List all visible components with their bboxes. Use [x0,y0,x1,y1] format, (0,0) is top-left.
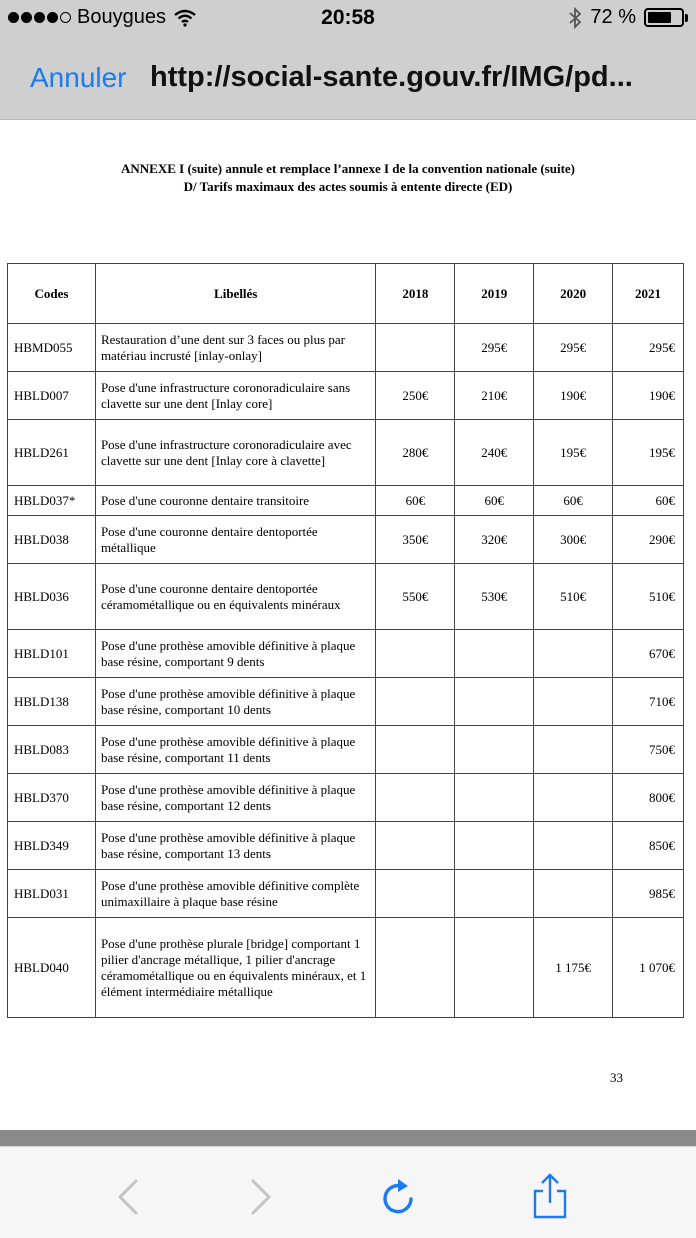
price-2018-cell [376,630,455,678]
table-row [8,372,684,420]
status-time: 20:58 [321,6,375,29]
code-cell: HBLD083 [8,726,96,774]
label-cell: Pose d'une prothèse amovible définitive à plaque base résine, comportant 10 dents [95,678,376,726]
price-2021-cell: 510€ [613,564,684,630]
back-button[interactable] [108,1175,148,1219]
code-cell: HBLD038 [8,516,96,564]
price-2018-cell [376,774,455,822]
label-cell: Pose d'une prothèse amovible définitive complète unimaxillaire à plaque base résine [95,870,376,918]
status-bar [0,0,696,40]
label-cell: Pose d'une prothèse amovible définitive à plaque base résine, comportant 11 dents [95,726,376,774]
price-2018-cell: 60€ [376,486,455,516]
signal-strength-icon [8,12,71,23]
price-2021-cell: 295€ [613,324,684,372]
share-button[interactable] [530,1175,570,1219]
code-cell: HBLD101 [8,630,96,678]
price-2019-cell [455,822,534,870]
table-row [8,630,684,678]
tariffs-table [7,263,684,1018]
price-2020-cell [534,630,613,678]
code-cell: HBMD055 [8,324,96,372]
code-cell: HBLD037* [8,486,96,516]
reload-button[interactable] [379,1175,419,1219]
cancel-button[interactable]: Annuler [30,62,127,93]
label-cell: Pose d'une couronne dentaire dentoportée céramométallique ou en équivalents minéraux [95,564,376,630]
table-row [8,870,684,918]
table-row [8,486,684,516]
table-row [8,678,684,726]
price-2018-cell [376,870,455,918]
pdf-document[interactable] [0,121,696,1130]
price-2018-cell [376,918,455,1018]
table-row [8,324,684,372]
header-2020: 2020 [534,264,613,324]
document-title: ANNEXE I (suite) annule et remplace l’annexe I de la convention nationale (suite) [120,161,576,176]
price-2020-cell [534,870,613,918]
table-row [8,822,684,870]
code-cell: HBLD036 [8,564,96,630]
price-2018-cell [376,726,455,774]
price-2020-cell: 300€ [534,516,613,564]
wifi-icon [174,9,196,27]
code-cell: HBLD349 [8,822,96,870]
header-2021: 2021 [613,264,684,324]
share-icon [530,1173,570,1221]
price-2020-cell [534,726,613,774]
price-2020-cell: 60€ [534,486,613,516]
price-2019-cell [455,726,534,774]
table-row [8,516,684,564]
label-cell: Pose d'une couronne dentaire transitoire [95,486,376,516]
url-label: http://social-sante.gouv.fr/IMG/pd... [150,61,633,93]
table-row [8,918,684,1018]
code-cell: HBLD370 [8,774,96,822]
price-2020-cell: 295€ [534,324,613,372]
price-2019-cell: 320€ [455,516,534,564]
price-2021-cell: 190€ [613,372,684,420]
bottom-toolbar [0,1146,696,1238]
price-2021-cell: 750€ [613,726,684,774]
reload-icon [379,1175,419,1219]
battery-percent: 72 % [590,6,636,28]
table-row [8,726,684,774]
code-cell: HBLD040 [8,918,96,1018]
price-2020-cell: 1 175€ [534,918,613,1018]
price-2019-cell [455,774,534,822]
price-2020-cell: 190€ [534,372,613,420]
price-2021-cell: 985€ [613,870,684,918]
price-2021-cell: 290€ [613,516,684,564]
bluetooth-icon [568,7,582,29]
label-cell: Pose d'une prothèse amovible définitive à plaque base résine, comportant 13 dents [95,822,376,870]
price-2019-cell: 60€ [455,486,534,516]
price-2020-cell: 510€ [534,564,613,630]
label-cell: Pose d'une prothèse amovible définitive à plaque base résine, comportant 9 dents [95,630,376,678]
price-2021-cell: 710€ [613,678,684,726]
label-cell: Pose d'une infrastructure coronoradiculaire avec clavette sur une dent [Inlay core à clavette] [95,420,376,486]
price-2018-cell: 550€ [376,564,455,630]
document-subtitle: D/ Tarifs maximaux des actes soumis à entente directe (ED) [183,179,513,194]
price-2018-cell [376,678,455,726]
code-cell: HBLD138 [8,678,96,726]
table-row [8,774,684,822]
header-codes: Codes [8,264,96,324]
status-left [8,6,196,29]
toolbar-divider [0,1130,696,1146]
price-2020-cell [534,678,613,726]
price-2019-cell: 210€ [455,372,534,420]
code-cell: HBLD031 [8,870,96,918]
price-2020-cell [534,774,613,822]
label-cell: Pose d'une infrastructure coronoradiculaire sans clavette sur une dent [Inlay core] [95,372,376,420]
price-2019-cell: 240€ [455,420,534,486]
header-2019: 2019 [455,264,534,324]
price-2018-cell [376,822,455,870]
battery-icon [644,8,684,27]
price-2021-cell: 60€ [613,486,684,516]
price-2021-cell: 195€ [613,420,684,486]
price-2021-cell: 670€ [613,630,684,678]
forward-button[interactable] [241,1175,281,1219]
price-2019-cell [455,630,534,678]
price-2018-cell: 280€ [376,420,455,486]
price-2018-cell: 250€ [376,372,455,420]
price-2020-cell [534,822,613,870]
page-number: 33 [610,1070,623,1085]
header-2018: 2018 [376,264,455,324]
price-2020-cell: 195€ [534,420,613,486]
status-right [568,6,684,29]
price-2019-cell: 295€ [455,324,534,372]
nav-bar [0,40,696,120]
chevron-right-icon [249,1177,273,1217]
price-2019-cell [455,870,534,918]
label-cell: Pose d'une couronne dentaire dentoportée métallique [95,516,376,564]
price-2018-cell: 350€ [376,516,455,564]
label-cell: Restauration d’une dent sur 3 faces ou plus par matériau incrusté [inlay-onlay] [95,324,376,372]
price-2019-cell: 530€ [455,564,534,630]
price-2021-cell: 800€ [613,774,684,822]
price-2018-cell [376,324,455,372]
label-cell: Pose d'une prothèse plurale [bridge] comportant 1 pilier d'ancrage métallique, 1 pilier d'ancrage céramométallique ou en équivalents minéraux, et 1 élément intermédiaire métallique [95,918,376,1018]
code-cell: HBLD007 [8,372,96,420]
carrier-name: Bouygues [77,6,166,28]
label-cell: Pose d'une prothèse amovible définitive à plaque base résine, comportant 12 dents [95,774,376,822]
table-row [8,420,684,486]
table-header-row [8,264,684,324]
price-2019-cell [455,918,534,1018]
chevron-left-icon [116,1177,140,1217]
price-2019-cell [455,678,534,726]
price-2021-cell: 850€ [613,822,684,870]
price-2021-cell: 1 070€ [613,918,684,1018]
header-libelles: Libellés [95,264,376,324]
table-row [8,564,684,630]
battery-level [648,12,671,23]
code-cell: HBLD261 [8,420,96,486]
